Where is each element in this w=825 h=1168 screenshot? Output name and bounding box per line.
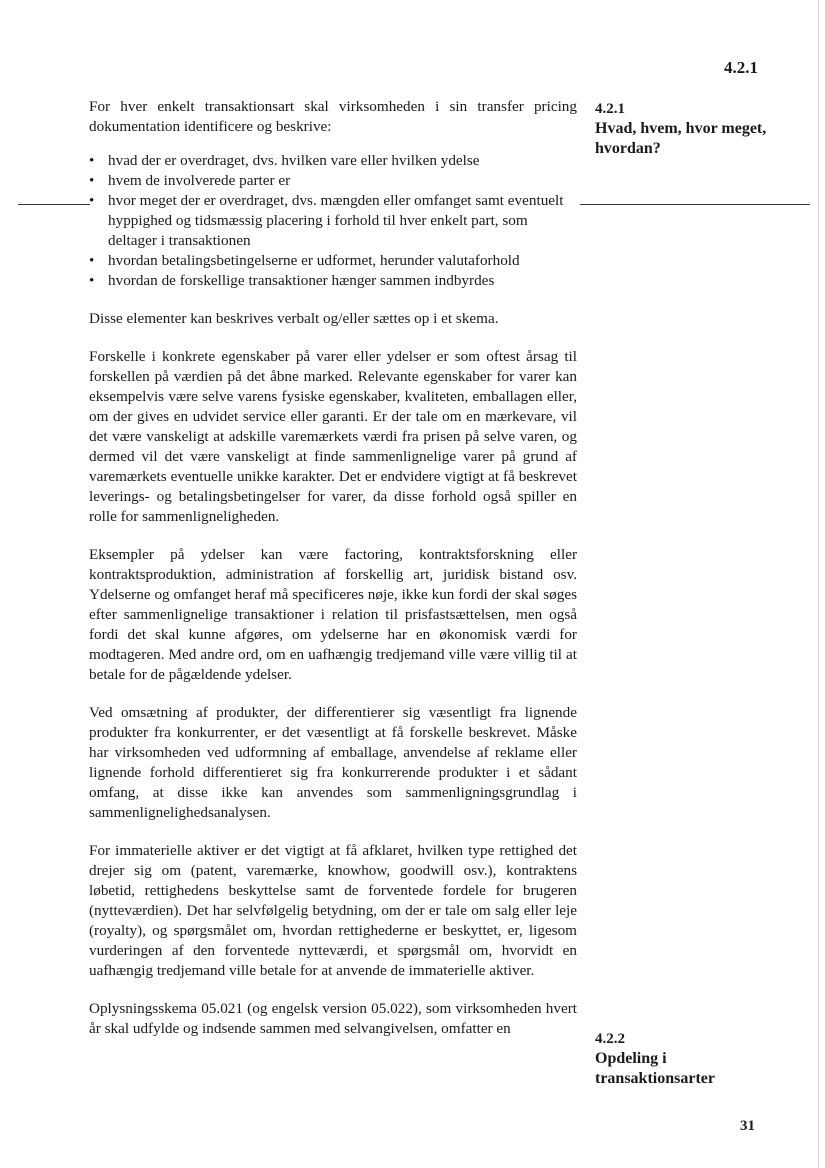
section-number: 4.2.1 (595, 101, 625, 117)
bullet-text: hvordan betalingsbetingelserne er udformet, herunder valutaforhold (108, 252, 520, 269)
bullet-text: hvad der er overdraget, dvs. hvilken vare eller hvilken ydelse (108, 152, 480, 169)
bullet-icon: • (89, 252, 95, 269)
intro-paragraph: For hver enkelt transaktionsart skal virksomheden i sin transfer pricing dokumentation identificere og beskrive: (89, 98, 577, 135)
main-text-column (89, 97, 577, 1039)
body-paragraph: Disse elementer kan beskrives verbalt og/eller sættes op i et skema. (89, 310, 499, 327)
body-paragraph: Oplysningsskema 05.021 (og engelsk version 05.022), som virksomheden hvert år skal udfylde og indsende sammen med selvangivelsen, omfatter en (89, 1000, 577, 1037)
body-paragraph: Eksempler på ydelser kan være factoring, kontraktsforskning eller kontraktsproduktion, administration af forskellig art, juridisk bistand osv. Ydelserne og omfanget heraf må specificeres nøje, ikke kun fordi der skal søges efter sammenlignelige transaktioner i relation til prisfastsættelsen, men også fordi det skal kunne afgøres, om ydelserne har en økonomisk værdi for modtageren. Med andre ord, om en uafhængig tredjemand ville være villig til at betale for de pågældende ydelser. (89, 546, 577, 683)
page-edge-line (818, 0, 819, 1168)
bullet-item (89, 191, 577, 251)
bullet-icon: • (89, 152, 95, 169)
horizontal-rule-right (580, 204, 810, 205)
bullet-icon: • (89, 172, 95, 189)
bullet-item (89, 171, 577, 191)
bullet-list (89, 151, 577, 291)
bullet-item (89, 271, 577, 291)
body-paragraph: Forskelle i konkrete egenskaber på varer eller ydelser er som oftest årsag til forskellen på værdien på det åbne marked. Relevante egenskaber for varer kan eksempelvis være selve varens fysiske egenskaber, kvaliteten, emballagen eller, om der gives en udvidet service eller garanti. Er der tale om en mærkevare, vil det være vanskeligt at adskille varemærkets værdi fra prisen på selve varen, og dermed vil det være vanskeligt at finde sammenlignelige varer på grund af varemærkets eventuelle unikke karakter. Det er endvidere vigtigt at få beskrevet leverings- og betalingsbetingelser for varer, da disse forhold også spiller en rolle for sammenligneligheden. (89, 348, 577, 525)
bullet-text: hvor meget der er overdraget, dvs. mængden eller omfanget samt eventuelt hyppighed og tidsmæssig placering i forhold til hver enkelt part, som deltager i transaktionen (108, 192, 564, 249)
bullet-item (89, 251, 577, 271)
bullet-icon: • (89, 272, 95, 289)
margin-heading-4-2-1 (595, 99, 770, 159)
bullet-item (89, 151, 577, 171)
running-head: 4.2.1 (724, 58, 758, 77)
body-paragraph: For immaterielle aktiver er det vigtigt at få afklaret, hvilken type rettighed det drejer sig om (patent, varemærke, knowhow, goodwill osv.), kontraktens løbetid, rettighedens beskyttelse samt de forventede fordele for brugeren (nytteværdien). Det har selvfølgelig betydning, om der er tale om salg eller leje (royalty), og spørgsmålet om, hvordan rettighederne er beskyttet, er, ligesom vurderingen af den forventede nytteværdi, et spørgsmål om, hvorvidt en uafhængig tredjemand ville betale for at anvende de immaterielle aktiver. (89, 842, 577, 979)
margin-heading-4-2-2 (595, 1029, 770, 1089)
section-number: 4.2.2 (595, 1031, 625, 1047)
body-paragraph: Ved omsætning af produkter, der differentierer sig væsentligt fra lignende produkter fra konkurrenter, er det væsentligt at få forskelle beskrevet. Måske har virksomheden ved udformning af emballage, anvendelse af reklame eller lignende forhold differentieret sig fra konkurrerende produkter i et sådant omfang, at disse ikke kan anvendes som sammenligningsgrundlag i sammenlignelighedsanalysen. (89, 704, 577, 821)
bullet-icon: • (89, 192, 95, 209)
page-number: 31 (740, 1118, 755, 1134)
section-title: Hvad, hvem, hvor meget, hvordan? (595, 120, 767, 157)
section-title: Opdeling i transaktionsarter (595, 1050, 715, 1087)
horizontal-rule-left (18, 204, 90, 205)
bullet-text: hvordan de forskellige transaktioner hænger sammen indbyrdes (108, 272, 495, 289)
bullet-text: hvem de involverede parter er (108, 172, 291, 189)
